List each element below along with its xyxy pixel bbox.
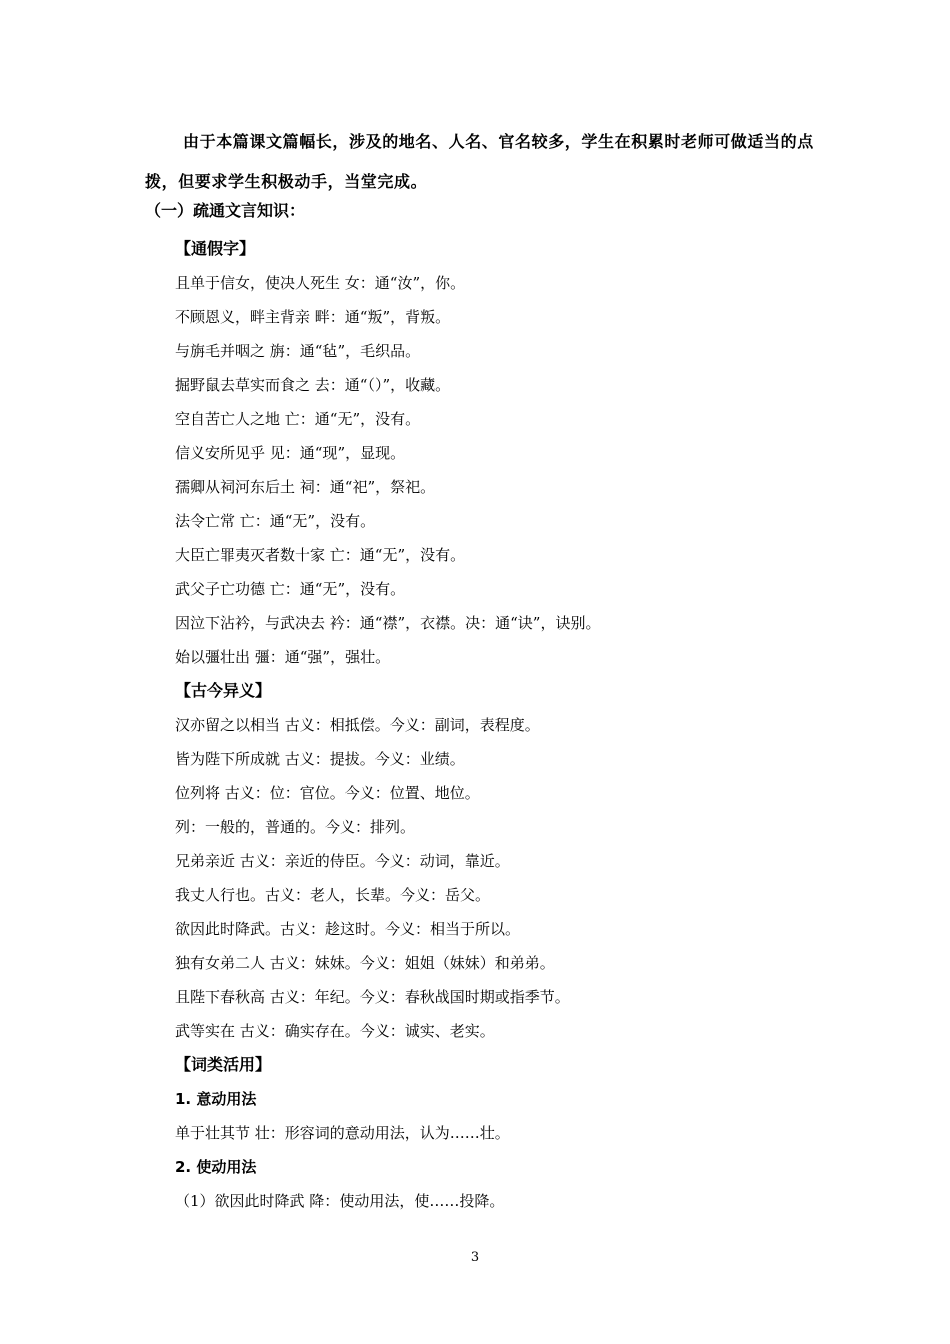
tongjiazi-item: 空自苦亡人之地 亡：通“无”，没有。 [175, 410, 421, 428]
gujinyiyi-item: 列：一般的，普通的。今义：排列。 [175, 818, 416, 836]
tongjiazi-item: 掘野鼠去草实而食之 去：通“（）”，收藏。 [175, 376, 451, 394]
tongjiazi-item: 且单于信女，使决人死生 女：通“汝”，你。 [175, 274, 466, 292]
gujinyiyi-item: 位列将 古义：位：官位。今义：位置、地位。 [175, 784, 480, 802]
tongjiazi-item: 武父子亡功德 亡：通“无”，没有。 [175, 580, 406, 598]
tongjiazi-item: 信义安所见乎 见：通“现”，显现。 [175, 444, 406, 462]
cileihuoyong-heading: 【词类活用】 [175, 1055, 272, 1074]
gujinyiyi-item: 武等实在 古义：确实存在。今义：诚实、老实。 [175, 1022, 495, 1040]
tongjiazi-item: 不顾恩义，畔主背亲 畔：通“叛”，背叛。 [175, 308, 451, 326]
tongjiazi-item: 与旃毛并咽之 旃：通“毡”，毛织品。 [175, 342, 421, 360]
content-block [175, 232, 825, 1218]
gujinyiyi-heading: 【古今异义】 [175, 681, 272, 700]
gujinyiyi-item: 兄弟亲近 古义：亲近的侍臣。今义：动词，靠近。 [175, 852, 510, 870]
gujinyiyi-item: 且陛下春秋高 古义：年纪。今义：春秋战国时期或指季节。 [175, 988, 570, 1006]
page-number: 3 [470, 1250, 480, 1265]
shidong-subheading: 2. 使动用法 [175, 1158, 257, 1176]
tongjiazi-heading: 【通假字】 [175, 239, 256, 258]
shidong-item: （1）欲因此时降武 降：使动用法，使……投降。 [175, 1192, 505, 1210]
tongjiazi-item: 因泣下沾衿，与武决去 衿：通“襟”，衣襟。决：通“诀”，诀别。 [175, 614, 601, 632]
tongjiazi-item: 大臣亡罪夷灭者数十家 亡：通“无”，没有。 [175, 546, 466, 564]
yidong-item: 单于壮其节 壮：形容词的意动用法，认为……壮。 [175, 1124, 510, 1142]
tongjiazi-item: 孺卿从祠河东后土 祠：通“祀”，祭祀。 [175, 478, 436, 496]
gujinyiyi-item: 我丈人行也。古义：老人，长辈。今义：岳父。 [175, 886, 491, 904]
tongjiazi-item: 始以彊壮出 彊：通“强”，强壮。 [175, 648, 391, 666]
intro-paragraph: 由于本篇课文篇幅长，涉及的地名、人名、官名较多，学生在积累时老师可做适当的点拨，但要求学生积极动手，当堂完成。 [145, 132, 814, 191]
gujinyiyi-item: 欲因此时降武。古义：趁这时。今义：相当于所以。 [175, 920, 521, 938]
gujinyiyi-item: 皆为陛下所成就 古义：提拔。今义：业绩。 [175, 750, 465, 768]
yidong-subheading: 1. 意动用法 [175, 1090, 257, 1108]
gujinyiyi-item: 汉亦留之以相当 古义：相抵偿。今义：副词，表程度。 [175, 716, 540, 734]
tongjiazi-item: 法令亡常 亡：通“无”，没有。 [175, 512, 376, 530]
gujinyiyi-item: 独有女弟二人 古义：妹妹。今义：姐姐（妹妹）和弟弟。 [175, 954, 555, 972]
section-title: （一）疏通文言知识： [145, 201, 306, 220]
